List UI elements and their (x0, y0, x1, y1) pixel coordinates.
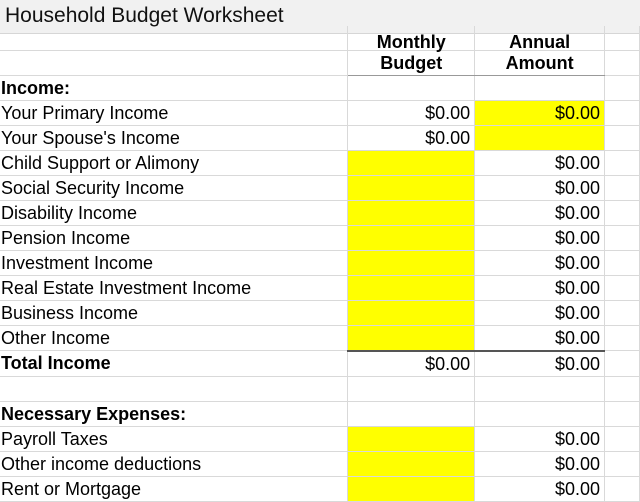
annual-cell[interactable]: $0.00 (475, 275, 605, 300)
cell[interactable] (605, 451, 640, 476)
table-row (0, 225, 640, 250)
monthly-cell[interactable] (348, 300, 475, 325)
total-income-row (0, 351, 640, 377)
header-row-2 (0, 50, 640, 75)
annual-header-line1[interactable]: Annual (475, 26, 605, 50)
monthly-cell[interactable] (348, 250, 475, 275)
row-label[interactable]: Other Income (0, 325, 348, 351)
cell[interactable] (605, 175, 640, 200)
table-row (0, 451, 640, 476)
cell[interactable] (605, 50, 640, 75)
table-row (0, 476, 640, 501)
annual-cell[interactable]: $0.00 (475, 325, 605, 351)
table-row (0, 300, 640, 325)
table-row (0, 426, 640, 451)
blank-row (0, 376, 640, 401)
budget-table (0, 26, 640, 502)
cell[interactable] (605, 225, 640, 250)
table-row (0, 200, 640, 225)
annual-cell[interactable]: $0.00 (475, 100, 605, 125)
monthly-cell[interactable] (348, 476, 475, 501)
cell[interactable] (348, 401, 475, 426)
annual-cell[interactable]: $0.00 (475, 300, 605, 325)
row-label[interactable]: Child Support or Alimony (0, 150, 348, 175)
row-label[interactable]: Business Income (0, 300, 348, 325)
cell[interactable] (475, 376, 605, 401)
table-row (0, 150, 640, 175)
annual-cell[interactable]: $0.00 (475, 150, 605, 175)
monthly-cell[interactable] (348, 275, 475, 300)
cell[interactable] (605, 275, 640, 300)
row-label[interactable]: Disability Income (0, 200, 348, 225)
annual-cell[interactable]: $0.00 (475, 451, 605, 476)
total-income-label[interactable]: Total Income (0, 351, 348, 377)
section-heading-row (0, 75, 640, 100)
cell[interactable] (475, 75, 605, 100)
monthly-cell[interactable] (348, 175, 475, 200)
annual-cell[interactable]: $0.00 (475, 476, 605, 501)
row-label[interactable]: Your Spouse's Income (0, 125, 348, 150)
table-row (0, 250, 640, 275)
annual-cell[interactable] (475, 125, 605, 150)
cell[interactable] (605, 100, 640, 125)
annual-cell[interactable]: $0.00 (475, 225, 605, 250)
monthly-cell[interactable] (348, 200, 475, 225)
cell[interactable] (605, 250, 640, 275)
table-row (0, 100, 640, 125)
monthly-cell[interactable] (348, 325, 475, 351)
monthly-cell[interactable]: $0.00 (348, 125, 475, 150)
cell[interactable] (348, 75, 475, 100)
cell[interactable] (475, 401, 605, 426)
monthly-cell[interactable]: $0.00 (348, 100, 475, 125)
row-label[interactable]: Your Primary Income (0, 100, 348, 125)
cell[interactable] (605, 401, 640, 426)
cell[interactable] (0, 50, 348, 75)
annual-cell[interactable]: $0.00 (475, 426, 605, 451)
row-label[interactable]: Rent or Mortgage (0, 476, 348, 501)
monthly-header-line1[interactable]: Monthly (348, 26, 475, 50)
cell[interactable] (605, 476, 640, 501)
monthly-cell[interactable] (348, 150, 475, 175)
cell[interactable] (605, 150, 640, 175)
table-row (0, 125, 640, 150)
row-label[interactable]: Social Security Income (0, 175, 348, 200)
expenses-heading[interactable]: Necessary Expenses: (0, 401, 348, 426)
spreadsheet-grid[interactable] (0, 31, 640, 499)
cell[interactable] (0, 376, 348, 401)
header-row-1 (0, 26, 640, 50)
row-label[interactable]: Pension Income (0, 225, 348, 250)
cell[interactable] (605, 325, 640, 351)
table-row (0, 175, 640, 200)
income-heading[interactable]: Income: (0, 75, 348, 100)
cell[interactable] (605, 426, 640, 451)
monthly-header-line2[interactable]: Budget (348, 50, 475, 75)
cell[interactable] (605, 200, 640, 225)
row-label[interactable]: Other income deductions (0, 451, 348, 476)
total-income-annual[interactable]: $0.00 (475, 351, 605, 377)
cell[interactable] (348, 376, 475, 401)
window-title: Household Budget Worksheet (5, 4, 284, 27)
row-label[interactable]: Real Estate Investment Income (0, 275, 348, 300)
table-row (0, 325, 640, 351)
cell[interactable] (0, 26, 348, 50)
monthly-cell[interactable] (348, 225, 475, 250)
cell[interactable] (605, 376, 640, 401)
section-heading-row (0, 401, 640, 426)
row-label[interactable]: Investment Income (0, 250, 348, 275)
table-row (0, 275, 640, 300)
annual-header-line2[interactable]: Amount (475, 50, 605, 75)
monthly-cell[interactable] (348, 426, 475, 451)
cell[interactable] (605, 300, 640, 325)
cell[interactable] (605, 125, 640, 150)
annual-cell[interactable]: $0.00 (475, 200, 605, 225)
row-label[interactable]: Payroll Taxes (0, 426, 348, 451)
cell[interactable] (605, 26, 640, 50)
cell[interactable] (605, 351, 640, 377)
annual-cell[interactable]: $0.00 (475, 250, 605, 275)
monthly-cell[interactable] (348, 451, 475, 476)
cell[interactable] (605, 75, 640, 100)
total-income-monthly[interactable]: $0.00 (348, 351, 475, 377)
annual-cell[interactable]: $0.00 (475, 175, 605, 200)
